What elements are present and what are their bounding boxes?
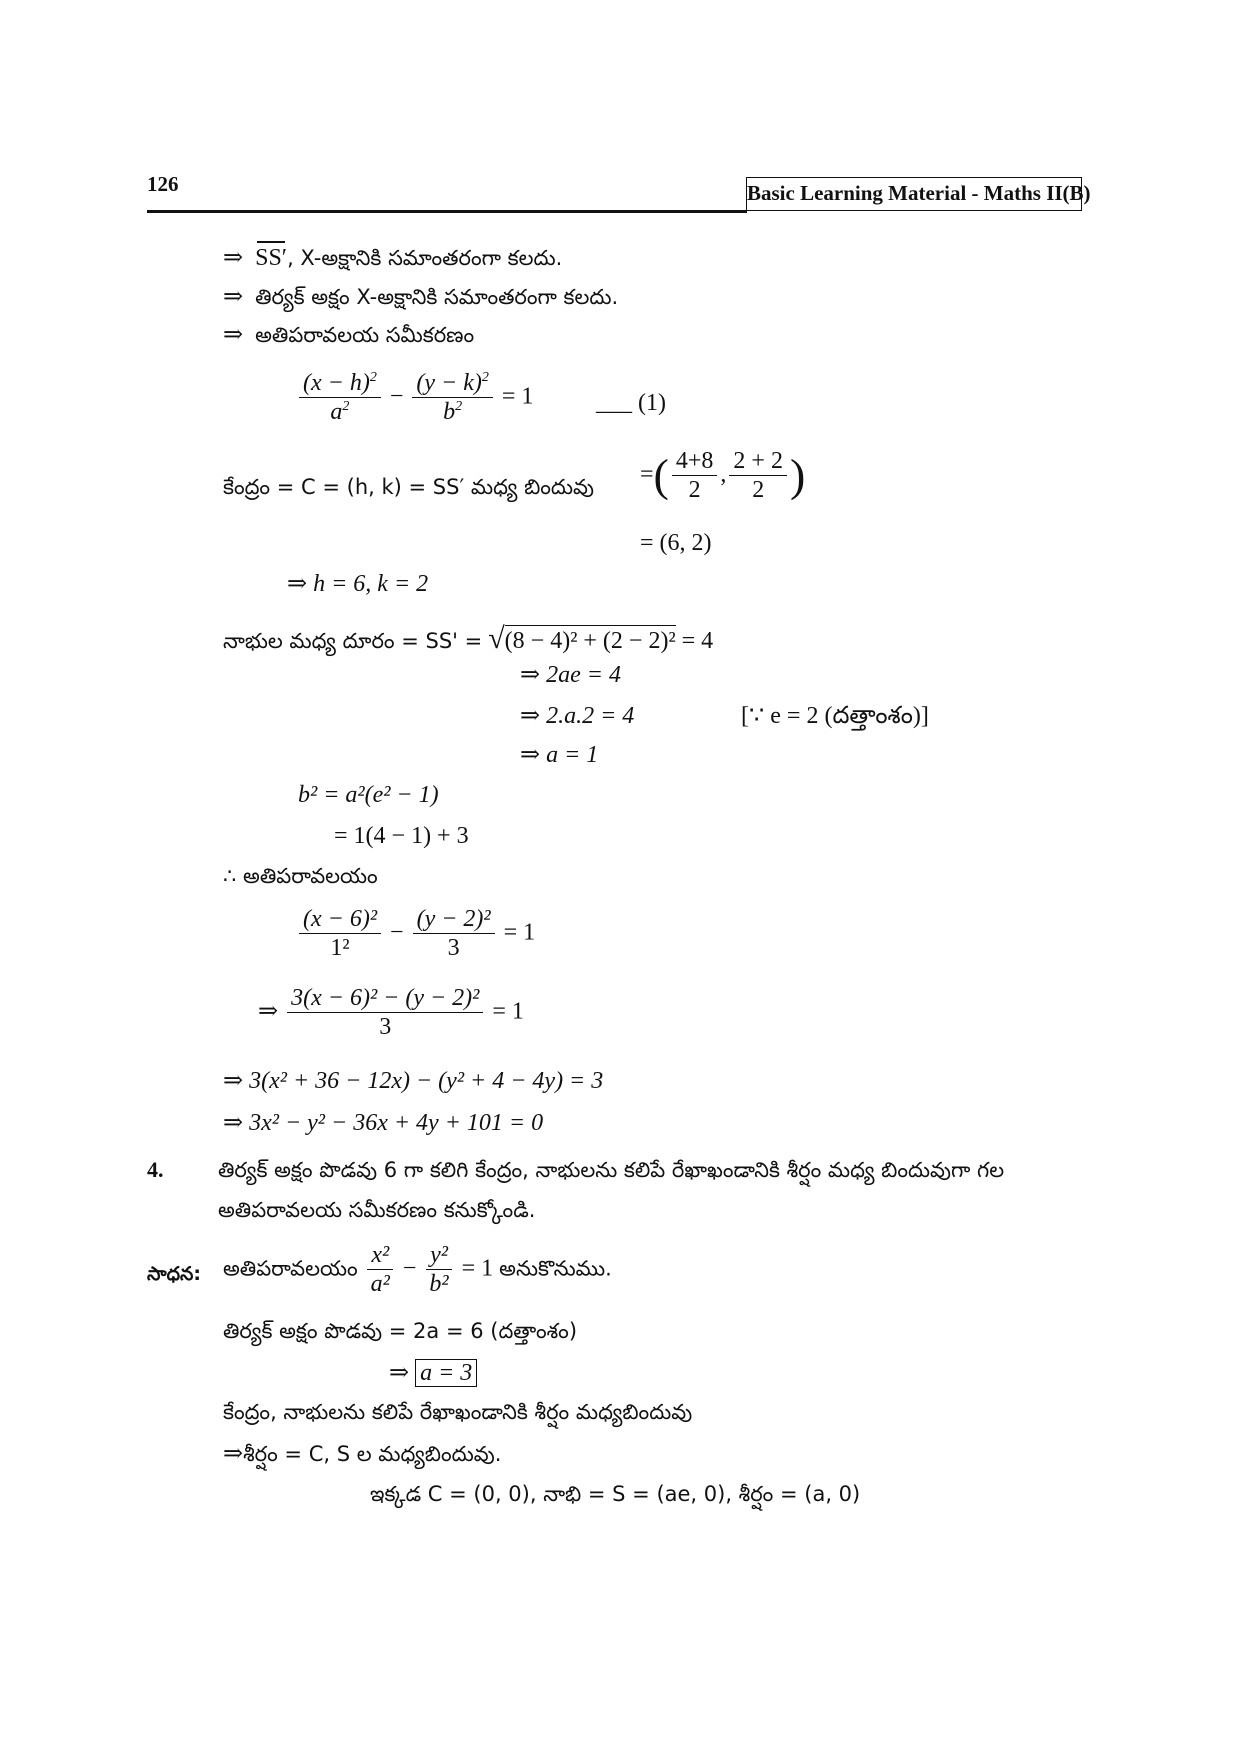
header-rule (147, 210, 747, 213)
ss-vector: SS′ (255, 245, 287, 273)
solution-label: సాధన: (147, 1263, 201, 1285)
implication-line-1: ⇒ SS′, X-అక్షానికి సమాంతరంగా కలదు. (223, 245, 562, 273)
foci-distance: నాభుల మధ్య దూరం = SS' = √(8 − 4)² + (2 − 2)² = 4 (223, 622, 714, 655)
hyperbola-equation-specific: $\frac{\text{(x − 6)²}}{\text{1²}}$ − $\frac{\text{(y − 2)²}}{3}$ = 1 (296, 906, 535, 962)
two-a-two-equation: ⇒ 2.a.2 = 4 (520, 703, 635, 729)
centre-label: కేంద్రం = C = (h, k) = SS′ మధ్య బిందువు (223, 475, 594, 499)
centre-midpoint: =( $\frac{4+8}{2}$ , $\frac{2 + 2}{2}$ ) (640, 448, 806, 504)
b-squared-line-1: b² = a²(e² − 1) (298, 782, 439, 808)
transverse-axis-length: తిర్యక్ అక్షం పొడవు = 2a = 6 (దత్తాంశం) (223, 1319, 578, 1343)
two-ae-equation: ⇒ 2ae = 4 (520, 662, 621, 688)
problem-number: 4. (147, 1157, 164, 1182)
problem-text-line-1: తిర్యక్ అక్షం పొడవు 6 గా కలిగి కేంద్రం, నాభులను కలిపే రేఖాఖండానికి శీర్షం మధ్య బిందువుగా గల (218, 1158, 1005, 1182)
midpoint-statement: కేంద్రం, నాభులను కలిపే రేఖాఖండానికి శీర్షం మధ్యబిందువు (223, 1400, 693, 1424)
equation-tag-1: ___ (1) (596, 390, 666, 416)
final-equation: ⇒ 3x² − y² − 36x + 4y + 101 = 0 (223, 1110, 544, 1136)
coordinates-line: ఇక్కడ C = (0, 0), నాభి = S = (ae, 0), శీర్షం = (a, 0) (370, 1482, 861, 1506)
given-eccentricity: [∵ e = 2 (దత్తాంశం)] (741, 703, 929, 729)
b-squared-line-2: = 1(4 − 1) + 3 (334, 823, 469, 849)
page-number: 126 (147, 172, 179, 196)
a-equals-one: ⇒ a = 1 (520, 742, 599, 768)
centre-result: = (6, 2) (640, 530, 712, 556)
hyperbola-equation-general: $\frac{(x - h)^2}{a^2}$ − $\frac{(y - k)^2}{b^2}$ = 1 (296, 370, 533, 426)
implication-line-2: ⇒ తిర్యక్ అక్షం X-అక్షానికి సమాంతరంగా కలదు. (223, 284, 619, 310)
header-title: Basic Learning Material - Maths II(B) (746, 177, 1082, 211)
a-equals-three: ⇒ a = 3 (389, 1360, 477, 1388)
hyperbola-equation-combined: ⇒ $\frac{\text{3(x − 6)² − (y − 2)²}}{3}$ = 1 (258, 985, 524, 1041)
solution-assumption: అతిపరావలయం $\frac{\text{x²}}{\text{a²}}$ − $\frac{\text{y²}}{\text{b²}}$ = 1 అనుకొనుము. (223, 1242, 612, 1298)
therefore-hyperbola: ∴ అతిపరావలయం (223, 864, 378, 888)
h-k-values: ⇒ h = 6, k = 2 (287, 571, 429, 597)
vertex-midpoint: ⇒శీర్షం = C, S ల మధ్యబిందువు. (223, 1441, 502, 1467)
implication-line-3: ⇒ అతిపరావలయ సమీకరణం (223, 322, 475, 348)
expanded-equation: ⇒ 3(x² + 36 − 12x) − (y² + 4 − 4y) = 3 (223, 1068, 604, 1094)
problem-text-line-2: అతిపరావలయ సమీకరణం కనుక్కోండి. (218, 1198, 536, 1222)
